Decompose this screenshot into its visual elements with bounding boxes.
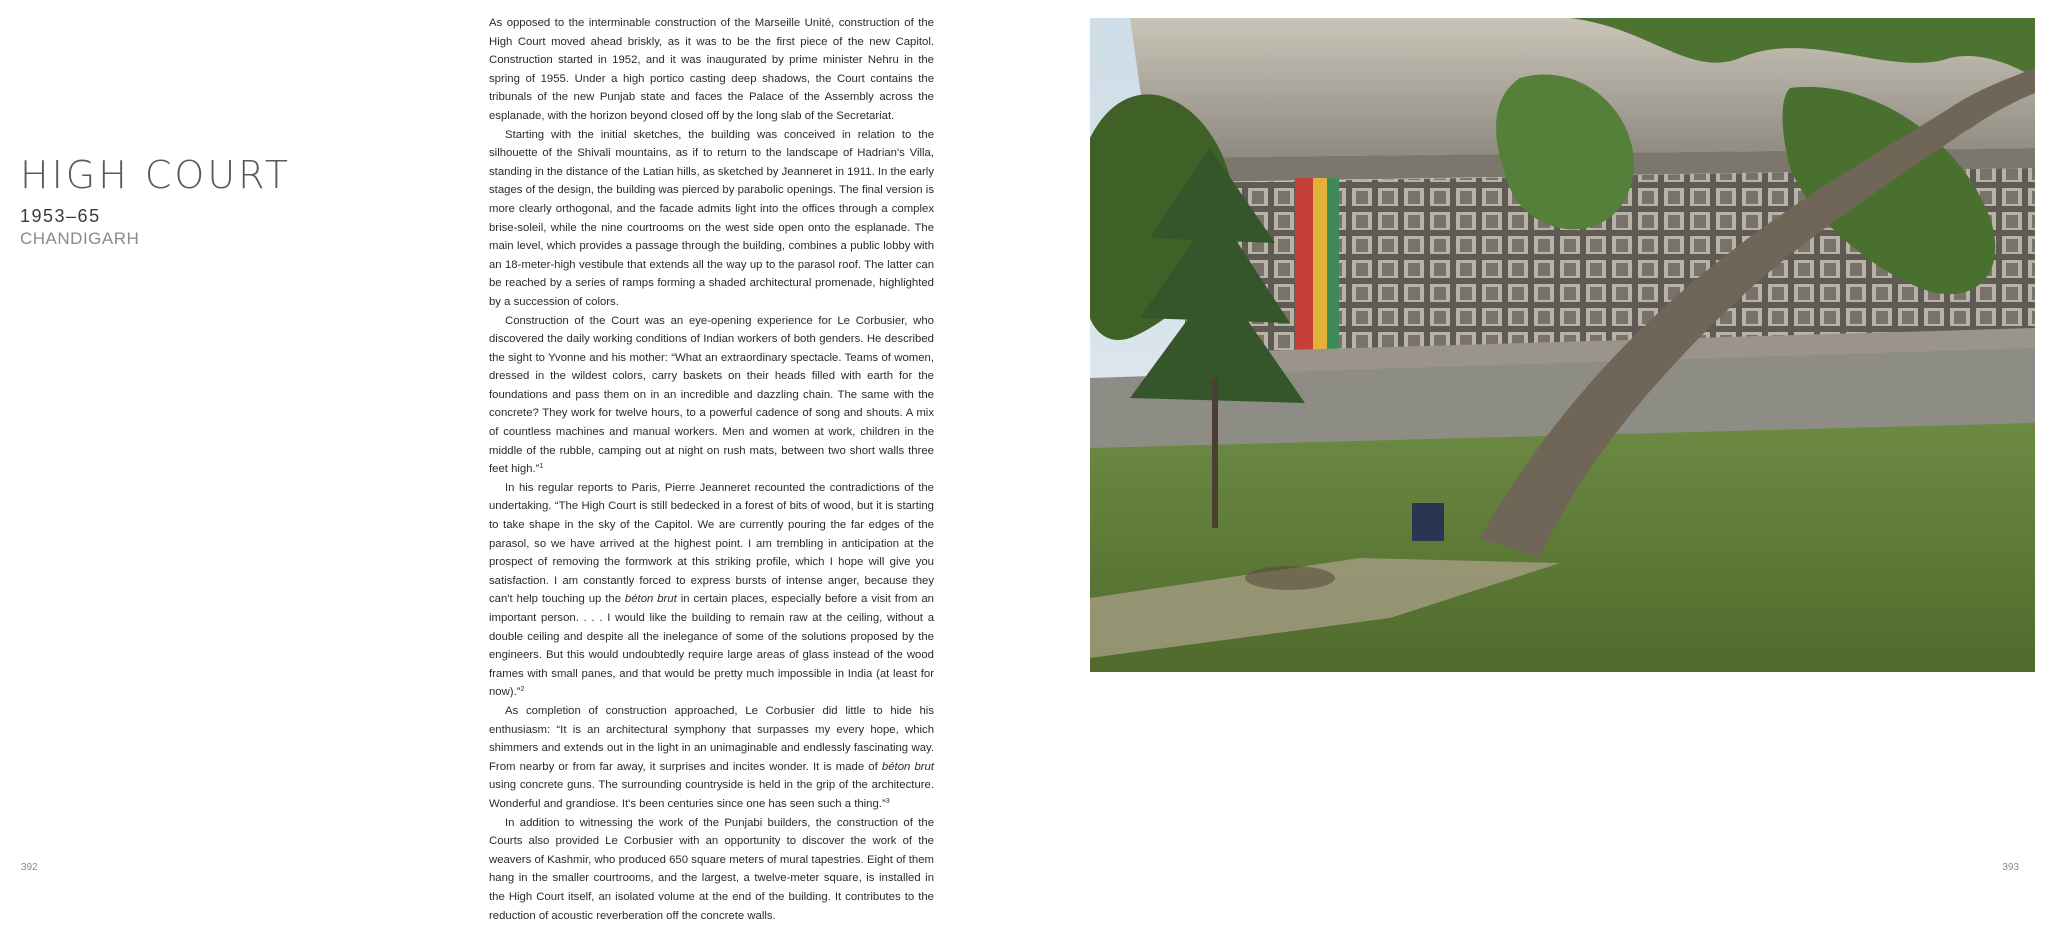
italic-term: béton brut xyxy=(881,760,934,773)
page-title: HIGH COURT xyxy=(20,153,291,197)
body-text xyxy=(489,14,934,925)
footnote-ref-1: 1 xyxy=(539,463,544,471)
title-block xyxy=(20,153,291,249)
paragraph-1: As opposed to the interminable construction of the Marseille Unité, construction of the High Court moved ahead briskly, as it was to be the first piece of the new Capitol. Construction started in 1952, and it was inaugurated by prime minister Nehru in the spring of 1955. Under a high portico casting deep shadows, the Court contains the tribunals of the new Punjab state and faces the Palace of the Assembly across the esplanade, with the horizon beyond closed off by the long slab of the Secretariat. xyxy=(489,17,934,122)
footnote-ref-3: 3 xyxy=(885,797,890,805)
building-photo-icon xyxy=(1090,18,2035,672)
building-photo xyxy=(1090,18,2035,672)
right-page xyxy=(1024,0,2048,890)
years: 1953–65 xyxy=(20,206,101,226)
paragraph-2: Starting with the initial sketches, the building was conceived in relation to the silhouette of the Shivali mountains, as if to return to the landscape of Hadrian's Villa, standing in the distance of the Latian hills, as sketched by Jeanneret in 1911. In the early stages of the design, the building was pierced by parabolic openings. The final version is more clearly orthogonal, and the facade admits light into the offices through a complex brise-soleil, while the nine courtrooms on the west side open onto the esplanade. The main level, which provides a passage through the building, combines a public lobby with an 18-meter-high vestibule that extends all the way up to the parasol roof. The latter can be reached by a series of ramps forming a shaded architectural promenade, highlighted by a succession of colors. xyxy=(489,128,935,308)
page-number-right: 393 xyxy=(2002,862,2019,873)
paragraph-6: In addition to witnessing the work of the Punjabi builders, the construction of the Courts also provided Le Corbusier with an opportunity to discover the work of the weavers of Kashmir, who produced 650 square meters of mural tapestries. Eight of them hang in the smaller courtrooms, and the largest, a twelve-meter square, is installed in the High Court itself, an isolated volume at the end of the building. It contributes to the reduction of acoustic reverberation off the concrete walls. xyxy=(489,816,934,922)
footnote-ref-2: 2 xyxy=(520,686,525,694)
paragraph-4: In his regular reports to Paris, Pierre Jeanneret recounted the contradictions of the undertaking. “The High Court is still bedecked in a forest of bits of wood, but it is starting to take shape in the sky of the Capitol. We are currently pouring the far edges of the parasol, so we have arrived at the highest point. I am trembling in anticipation at the prospect of removing the formwork at this striking profile, which I hope will give you satisfaction. I am constantly forced to express bursts of intense anger, because they can't help touching up the béton brut in certain places, especially before a visit from an important person. . . . I would like the building to remain raw at the ceiling, without a double ceiling and despite all the inelegance of some of the solutions proposed by the engineers. But this would undoubtedly require large areas of glass instead of the wood frames with small panes, and that would be pretty much impossible in India (at least for now).”$^2$ xyxy=(489,481,934,699)
place: CHANDIGARH xyxy=(20,229,140,248)
page-number-left: 392 xyxy=(21,862,38,873)
paragraph-3: Construction of the Court was an eye-opening experience for Le Corbusier, who discovered the daily working conditions of Indian workers of both genders. He described the sight to Yvonne and his mother: “What an extraordinary spectacle. Teams of women, dressed in the wildest colors, carry baskets on their heads filled with earth for the foundations and pass them on in an incredible and dazzling chain. The same with the concrete? They work for twelve hours, to a powerful cadence of song and shouts. A mix of countless machines and manual workers. Men and women at work, children in the middle of the rubble, camping out at night on rush mats, between two short walls three feet high.”$^1$ xyxy=(489,314,934,476)
paragraph-5: As completion of construction approached, Le Corbusier did little to hide his enthusiasm: “It is an architectural symphony that surpasses my every hope, which shimmers and extends out in the light in an unimaginable and endlessly fascinating way. From nearby or from far away, it surprises and incites wonder. It is made of béton brut using concrete guns. The surrounding countryside is held in the grip of the architecture. Wonderful and grandiose. It's been centuries since one has seen such a thing.”$^3$ xyxy=(489,704,934,810)
left-page xyxy=(0,0,1024,922)
italic-term: béton brut xyxy=(624,593,677,606)
